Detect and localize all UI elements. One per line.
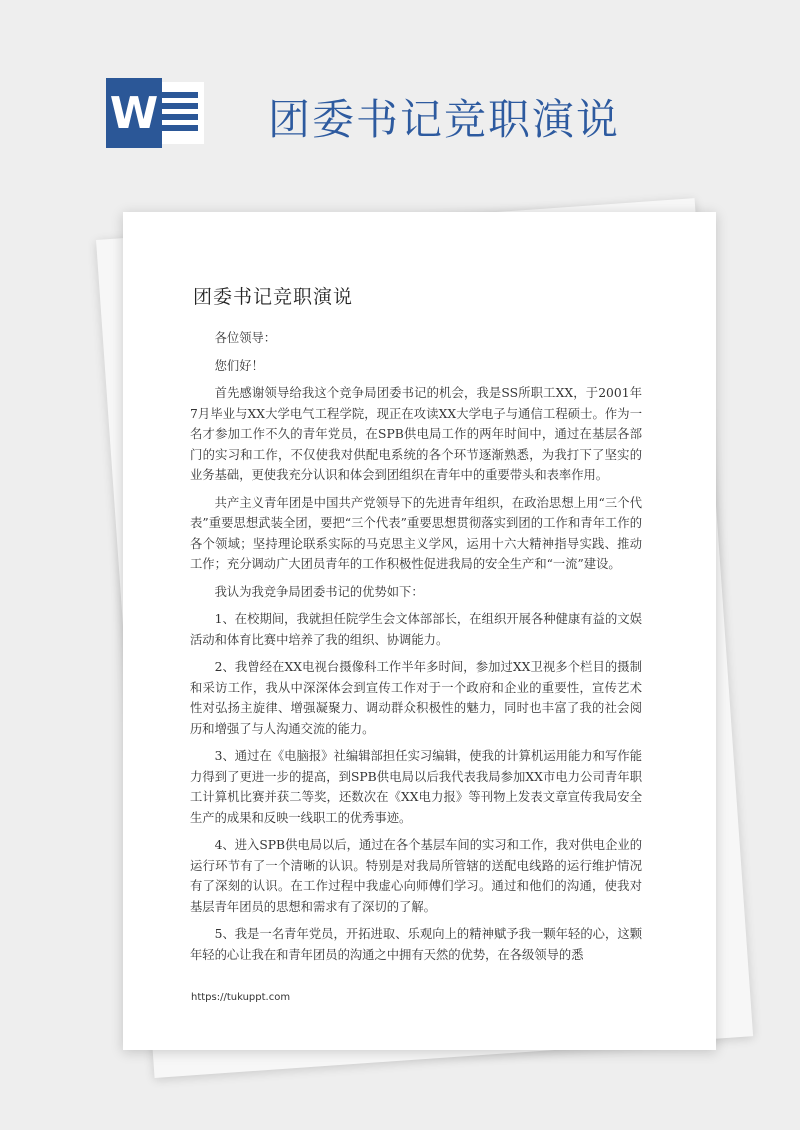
paragraph: 2、我曾经在XX电视台摄像科工作半年多时间，参加过XX卫视多个栏目的摄制和采访工作，我从中深深体会到宣传工作对于一个政府和企业的重要性，宣传艺术性对弘扬主旋律、增强凝聚力、调动群众积极性的魅力，同时也丰富了我的社会阅历和增强了与人沟通交流的能力。 [190, 660, 642, 736]
paragraph: 3、通过在《电脑报》社编辑部担任实习编辑，使我的计算机运用能力和写作能力得到了更进一步的提高，到SPB供电局以后我代表我局参加XX市电力公司青年职工计算机比赛并获二等奖，还数次在《XX电力报》等刊物上发表文章宣传我局安全生产的成果和反映一线职工的优秀事迹。 [190, 749, 642, 825]
document-page [123, 212, 716, 1050]
page-title: 团委书记竞职演说 [268, 95, 621, 144]
paragraph: 4、进入SPB供电局以后，通过在各个基层车间的实习和工作，我对供电企业的运行环节有了一个清晰的认识。特别是对我局所管辖的送配电线路的运行维护情况有了深刻的认识。在工作过程中我虚心向师傅们学习。通过和他们的沟通，使我对基层青年团员的思想和需求有了深切的了解。 [190, 838, 642, 914]
paragraph: 首先感谢领导给我这个竞争局团委书记的机会，我是SS所职工XX，于2001年7月毕业与XX大学电气工程学院，现正在攻读XX大学电子与通信工程硕士。作为一名才参加工作不久的青年党员，在SPB供电局工作的两年时间中，通过在基层各部门的实习和工作，不仅使我对供配电系统的各个环节逐渐熟悉，为我打下了坚实的业务基础，更使我充分认识和体会到团组织在青年中的重要带头和表率作用。 [190, 386, 642, 482]
paragraph: 5、我是一名青年党员，开拓进取、乐观向上的精神赋予我一颗年轻的心，这颗年轻的心让我在和青年团员的沟通之中拥有天然的优势，在各级领导的悉 [190, 927, 642, 962]
paragraph: 我认为我竞争局团委书记的优势如下： [214, 584, 424, 599]
word-logo-icon [106, 72, 206, 154]
paragraph-greeting: 各位领导： [214, 331, 277, 345]
document-body [190, 328, 642, 972]
footer-link[interactable]: https://tukuppt.com [191, 992, 291, 1003]
paragraph: 共产主义青年团是中国共产党领导下的先进青年组织，在政治思想上用“三个代表”重要思想武装全团，要把“三个代表”重要思想贯彻落实到团的工作和青年工作的各个领域；坚持理论联系实际的马克思主义学风，运用十六大精神指导实践、推动工作；充分调动广大团员青年的工作积极性促进我局的安全生产和“一流”建设。 [190, 495, 642, 571]
document-title: 团委书记竞职演说 [193, 286, 354, 308]
word-logo-letter: W [109, 88, 159, 139]
paragraph: 1、在校期间，我就担任院学生会文体部部长，在组织开展各种健康有益的文娱活动和体育比赛中培养了我的组织、协调能力。 [190, 612, 642, 647]
paragraph-salutation: 您们好！ [214, 358, 264, 373]
